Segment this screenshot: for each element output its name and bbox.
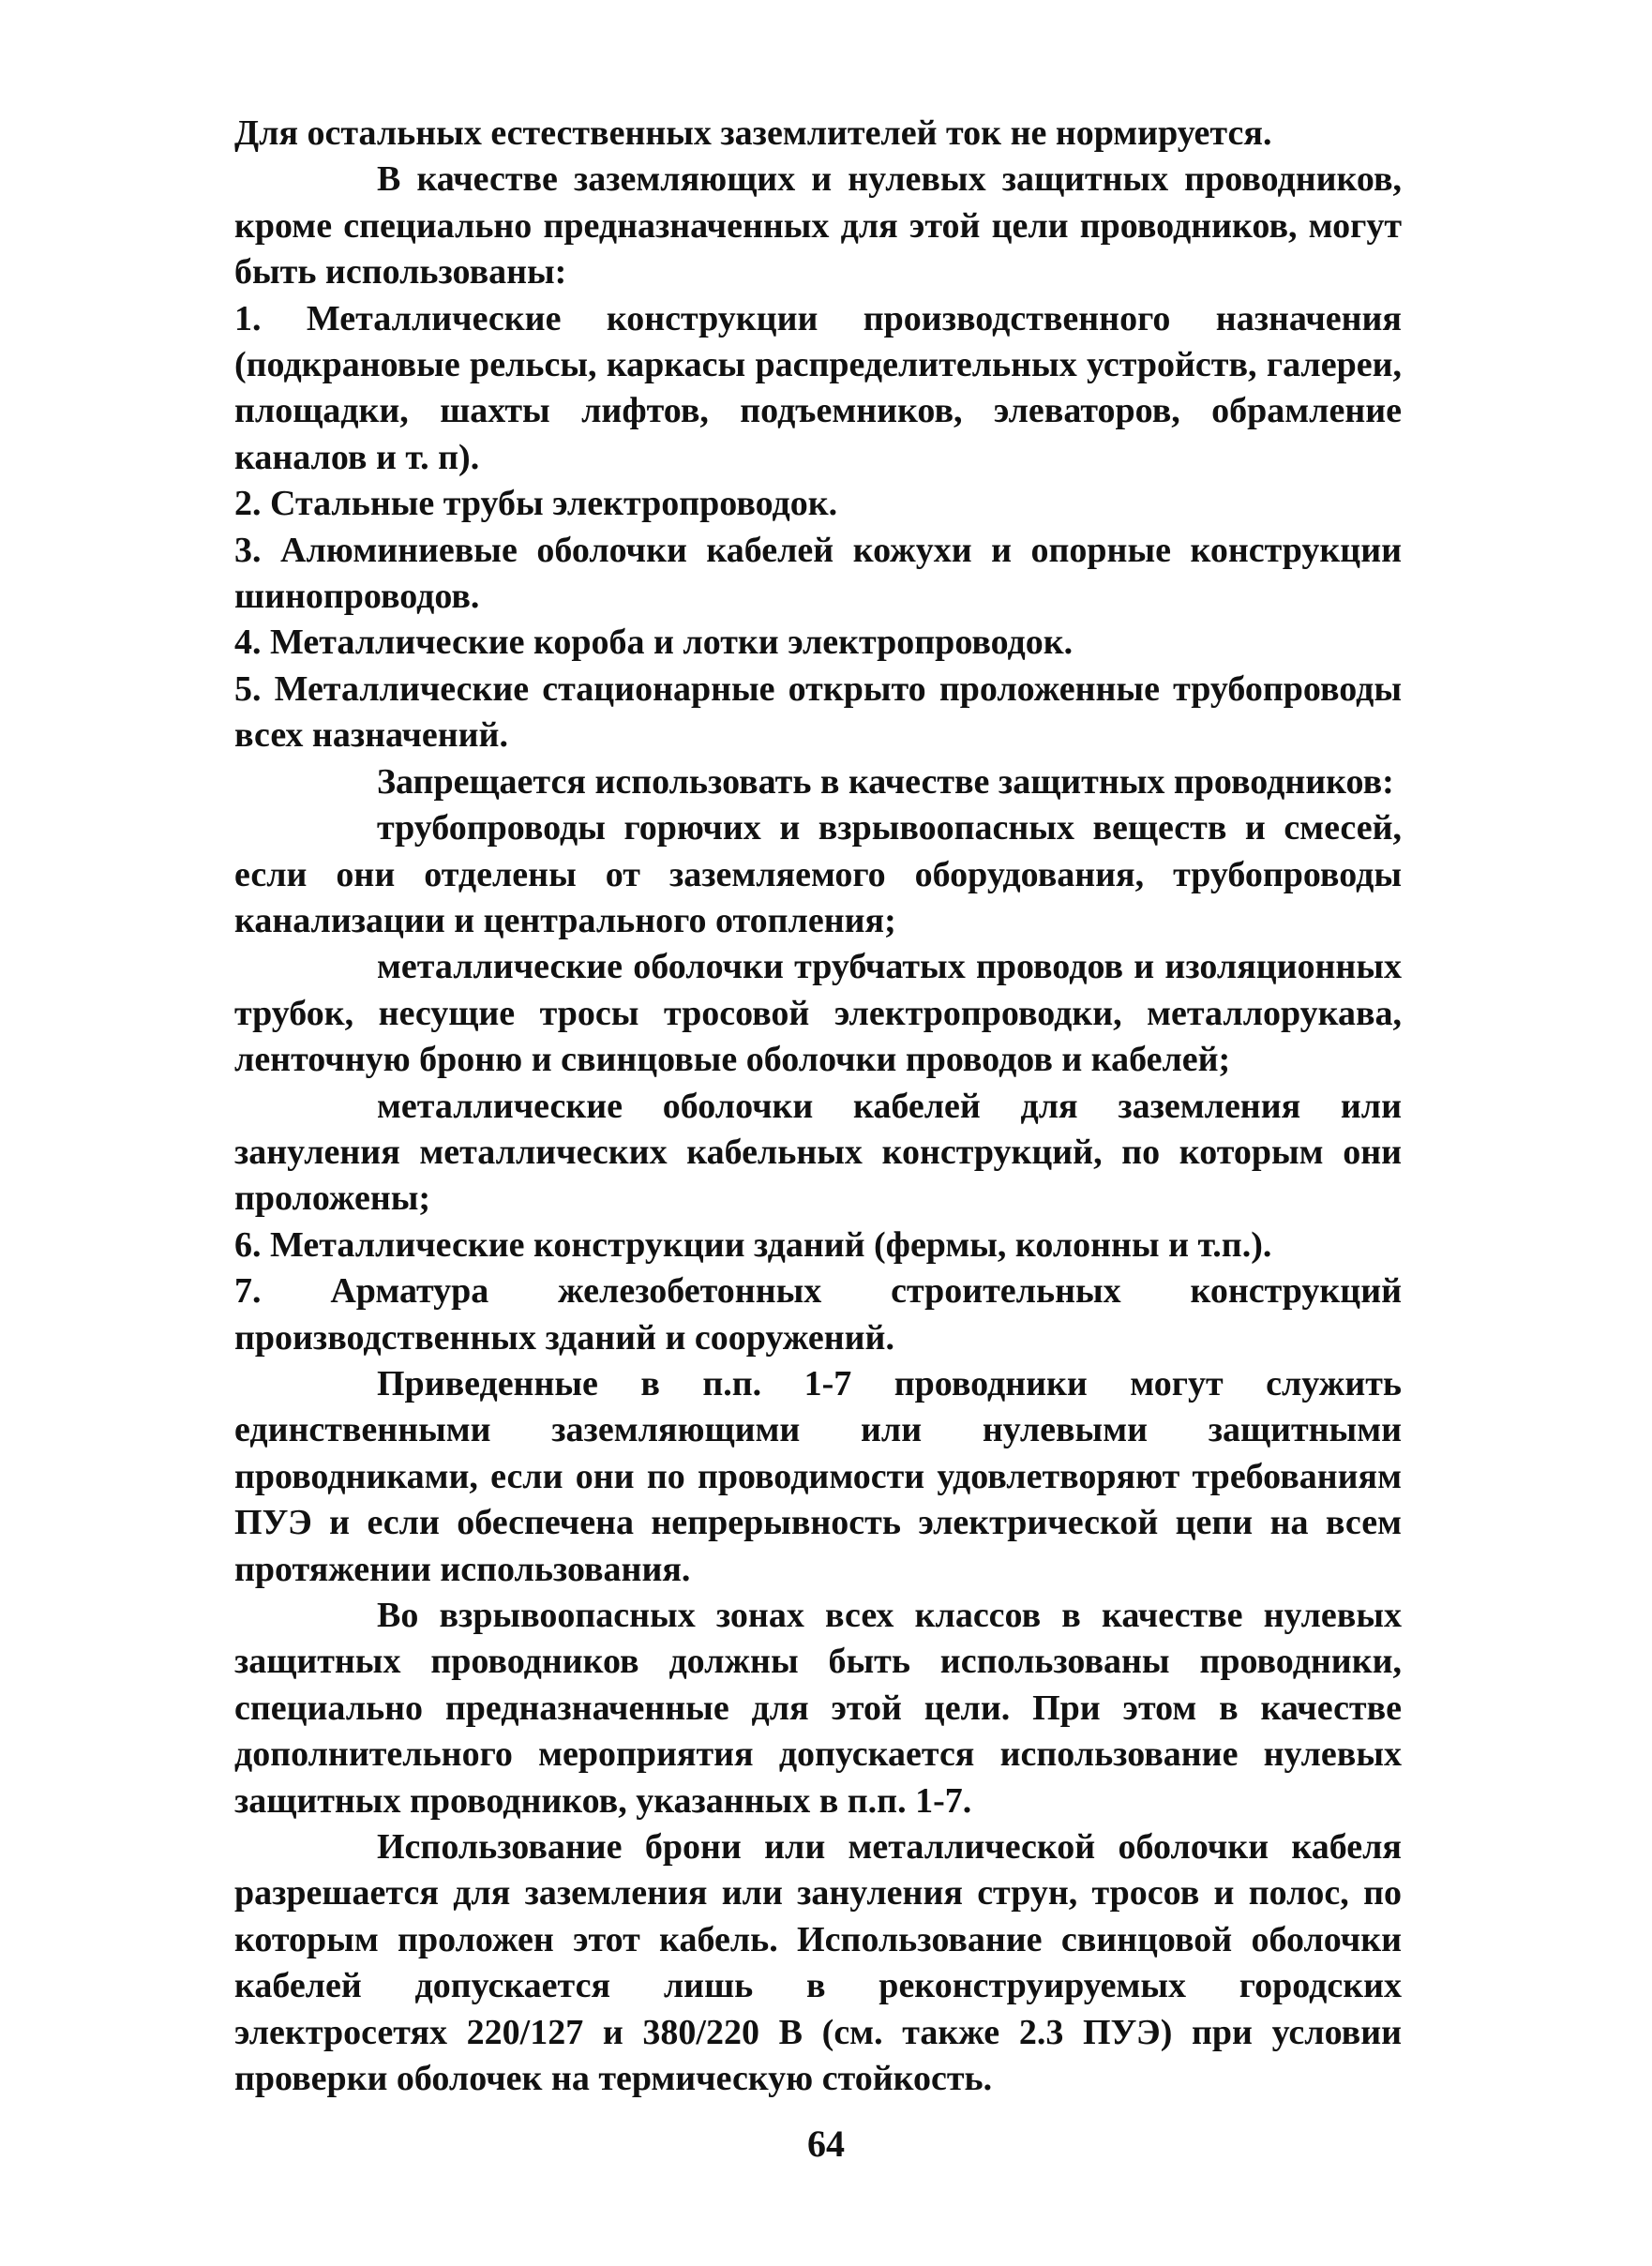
page-number: 64	[807, 2123, 845, 2165]
prohibited-item-pipelines: трубопроводы горючих и взрывоопасных веществ и смесей, если они отделены от заземляемого оборудования, трубопроводы канализации и центрального отопления;	[234, 808, 1402, 940]
prohibited-item-sheaths: металлические оболочки трубчатых проводов и изоляционных трубок, несущие тросы тросовой электропроводки, металлорукава, ленточную броню и свинцовые оболочки проводов и кабелей;	[234, 947, 1402, 1080]
paragraph-explosive-zones: Во взрывоопасных зонах всех классов в качестве нулевых защитных проводников должны быть использованы проводники, специально предназначенные для этой цели. При этом в качестве дополнительного мероприятия допускается использование нулевых защитных проводников, указанных в п.п. 1-7.	[234, 1596, 1402, 1821]
paragraph-prohibited-intro: Запрещается использовать в качестве защитных проводников:	[377, 761, 1394, 802]
list-item-7: 7. Арматура железобетонных строительных конструкций производственных зданий и сооружений.	[234, 1271, 1402, 1358]
list-item-2: 2. Стальные трубы электропроводок.	[234, 484, 838, 524]
list-item-6: 6. Металлические конструкции зданий (фермы, колонны и т.п.).	[234, 1224, 1272, 1265]
paragraph-natural-earthing: Для остальных естественных заземлителей ток не нормируется.	[234, 113, 1272, 153]
prohibited-item-cable-sheaths: металлические оболочки кабелей для заземления или зануления металлических кабельных конструкций, по которым они проложены;	[234, 1086, 1402, 1219]
list-item-5: 5. Металлические стационарные открыто проложенные трубопроводы всех назначений.	[234, 668, 1402, 756]
list-item-1: 1. Металлические конструкции производственного назначения (подкрановые рельсы, каркасы распределительных устройств, галереи, площадки, шахты лифтов, подъемников, элеваторов, обрамление каналов и т. п).	[234, 298, 1402, 477]
paragraph-conductor-conditions: Приведенные в п.п. 1-7 проводники могут служить единственными заземляющими или нулевыми защитными проводниками, если они по проводимости удовлетворяют требованиям ПУЭ и если обеспечена непрерывность электрической цепи на всем протяжении использования.	[234, 1363, 1402, 1589]
page-body	[234, 111, 1402, 2102]
list-item-4: 4. Металлические короба и лотки электропроводок.	[234, 623, 1074, 663]
list-item-3: 3. Алюминиевые оболочки кабелей кожухи и опорные конструкции шинопроводов.	[234, 530, 1402, 617]
paragraph-armour-usage: Использование брони или металлической оболочки кабеля разрешается для заземления или зануления струн, тросов и полос, по которым проложен этот кабель. Использование свинцовой оболочки кабелей допускается лишь в реконструируемых городских электросетях 220/127 и 380/220 В (см. также 2.3 ПУЭ) при условии проверки оболочек на термическую стойкость.	[234, 1827, 1402, 2099]
paragraph-conductors-intro: В качестве заземляющих и нулевых защитных проводников, кроме специально предназначенных для этой цели проводников, могут быть использованы:	[234, 159, 1402, 293]
